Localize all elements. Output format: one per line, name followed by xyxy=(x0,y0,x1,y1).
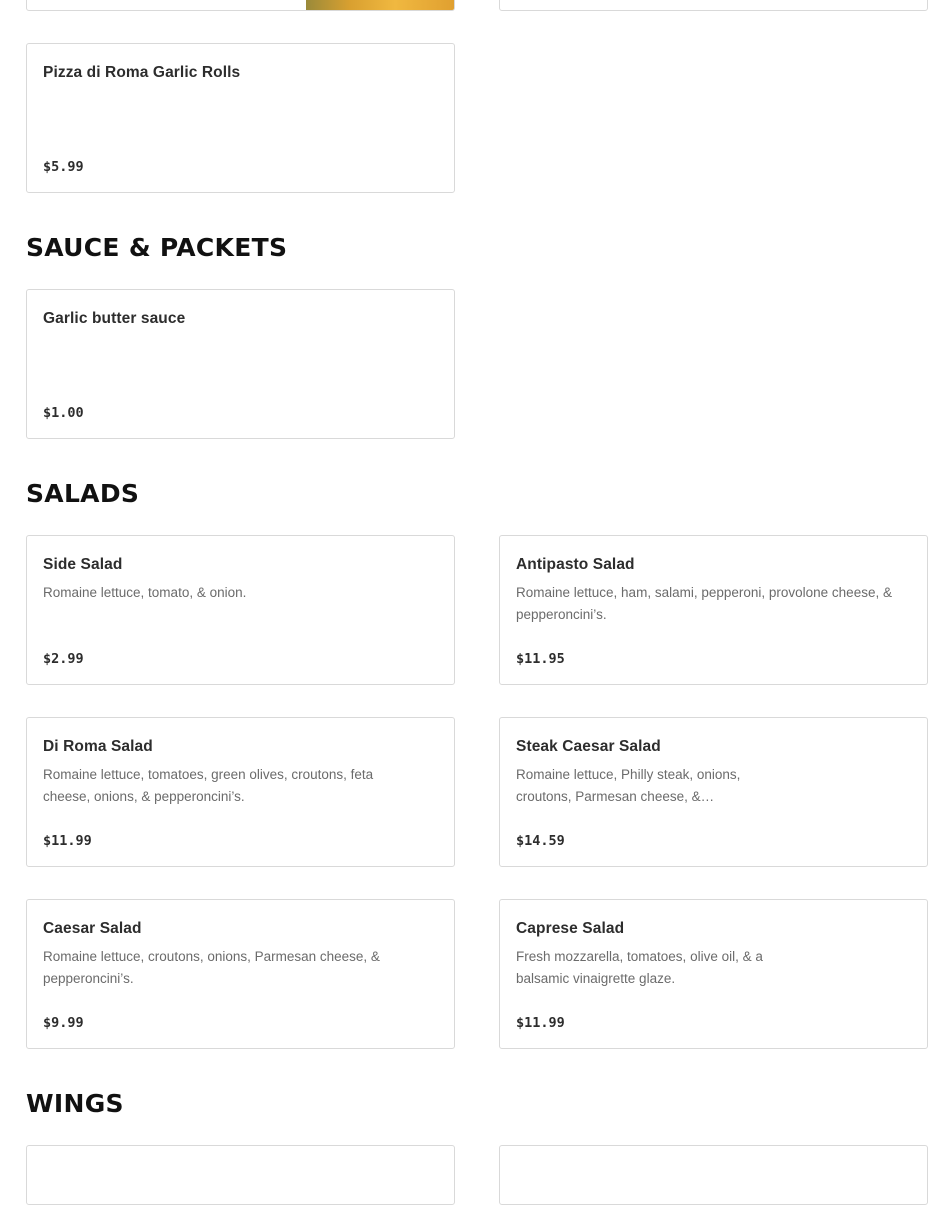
item-description: Romaine lettuce, tomatoes, green olives, croutons, feta cheese, onions, & pepperoncini’s. xyxy=(43,767,374,804)
item-name: Caesar Salad xyxy=(43,920,142,937)
item-name: Pizza di Roma Garlic Rolls xyxy=(43,64,241,81)
section-title-salads: SALADS xyxy=(26,479,140,508)
item-price: $11.99 xyxy=(43,833,92,849)
menu-item-card[interactable] xyxy=(499,1145,928,1205)
item-name: Steak Caesar Salad xyxy=(516,738,661,755)
menu-item-card[interactable] xyxy=(26,899,455,1049)
item-description: Romaine lettuce, Philly steak, onions, croutons, Parmesan cheese, &… xyxy=(516,767,741,804)
menu-item-card-top-right[interactable] xyxy=(499,0,928,11)
item-name: Di Roma Salad xyxy=(43,738,153,755)
item-description: Romaine lettuce, croutons, onions, Parmesan cheese, & pepperoncini’s. xyxy=(43,949,380,986)
food-thumbnail-image xyxy=(306,0,454,10)
item-description: Romaine lettuce, ham, salami, pepperoni, provolone cheese, & pepperoncini’s. xyxy=(516,585,892,622)
item-name: Antipasto Salad xyxy=(516,556,635,573)
item-name: Caprese Salad xyxy=(516,920,625,937)
item-price: $11.95 xyxy=(516,651,565,667)
item-name: Side Salad xyxy=(43,556,123,573)
menu-item-card[interactable] xyxy=(499,535,928,685)
menu-item-card[interactable] xyxy=(26,1145,455,1205)
item-price: $1.00 xyxy=(43,405,84,421)
item-price: $11.99 xyxy=(516,1015,565,1031)
menu-item-card[interactable] xyxy=(26,717,455,867)
item-price: $2.99 xyxy=(43,651,84,667)
item-price: $5.99 xyxy=(43,159,84,175)
section-title-sauce-packets: SAUCE & PACKETS xyxy=(26,233,288,262)
item-name: Garlic butter sauce xyxy=(43,310,186,327)
item-price: $14.59 xyxy=(516,833,565,849)
menu-item-card[interactable] xyxy=(499,717,928,867)
item-price: $9.99 xyxy=(43,1015,84,1031)
item-description: Fresh mozzarella, tomatoes, olive oil, & a balsamic vinaigrette glaze. xyxy=(516,949,763,986)
menu-item-card[interactable] xyxy=(26,43,455,193)
menu-item-card[interactable] xyxy=(499,899,928,1049)
menu-item-card[interactable] xyxy=(26,289,455,439)
section-title-wings: WINGS xyxy=(26,1089,124,1118)
menu-item-card-top-left[interactable] xyxy=(26,0,455,11)
item-description: Romaine lettuce, tomato, & onion. xyxy=(43,585,247,600)
menu-item-card[interactable] xyxy=(26,535,455,685)
